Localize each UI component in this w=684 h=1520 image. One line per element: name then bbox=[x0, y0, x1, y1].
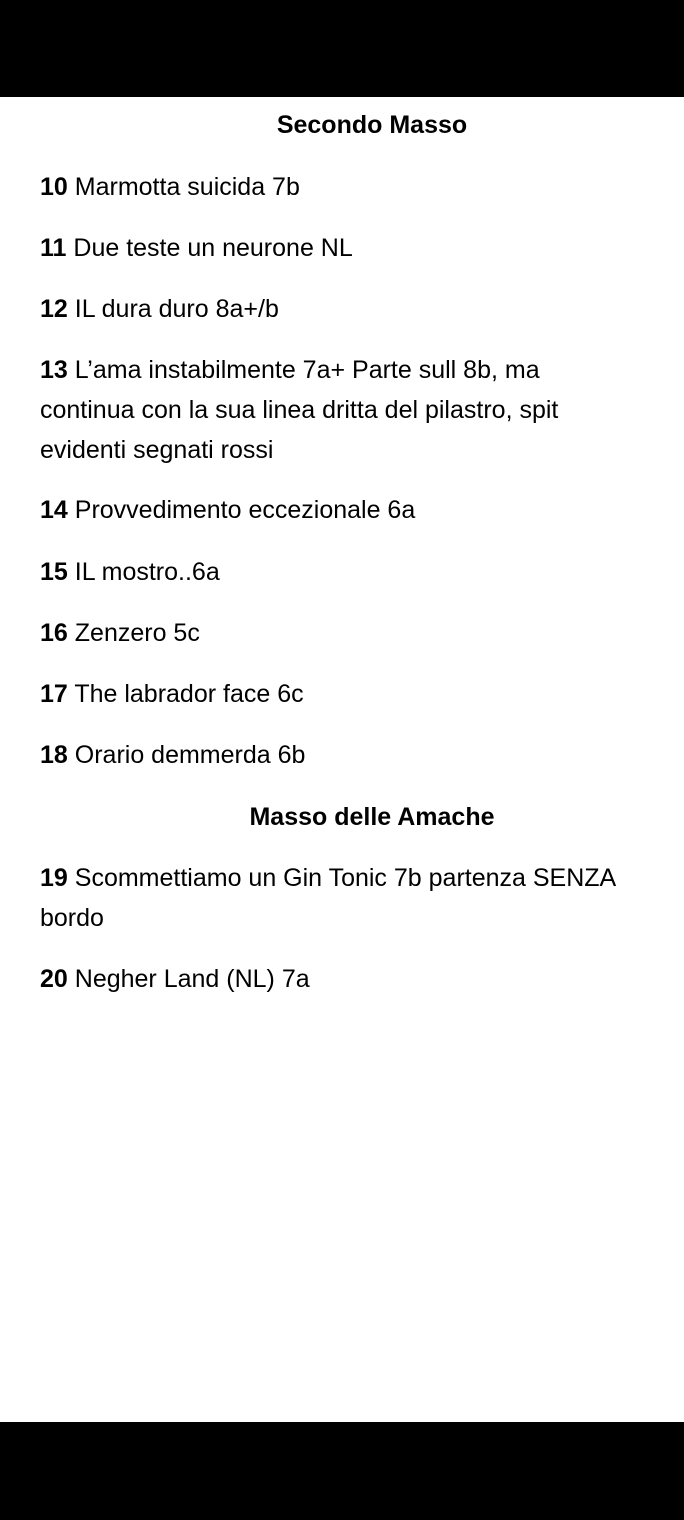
route-entry-13 bbox=[40, 350, 640, 470]
route-number: 13 bbox=[40, 356, 68, 384]
route-text: Marmotta suicida 7b bbox=[74, 173, 300, 201]
top-black-bar bbox=[0, 0, 684, 97]
route-text: Scommettiamo un Gin Tonic 7b partenza SENZA bordo bbox=[40, 864, 615, 932]
section-heading-masso-delle-amache: Masso delle Amache bbox=[249, 803, 495, 831]
route-entry-14 bbox=[40, 490, 640, 530]
route-number: 20 bbox=[40, 965, 68, 993]
route-number: 10 bbox=[40, 173, 68, 201]
route-text: IL dura duro 8a+/b bbox=[74, 295, 279, 323]
route-text: Provvedimento eccezionale 6a bbox=[74, 496, 416, 524]
route-text: Negher Land (NL) 7a bbox=[74, 965, 310, 993]
route-number: 14 bbox=[40, 496, 68, 524]
section-heading-secondo-masso: Secondo Masso bbox=[276, 111, 468, 139]
route-text: The labrador face 6c bbox=[74, 680, 304, 708]
route-text: Zenzero 5c bbox=[74, 619, 200, 647]
route-number: 18 bbox=[40, 741, 68, 769]
bottom-black-bar bbox=[0, 1422, 684, 1520]
route-number: 17 bbox=[40, 680, 68, 708]
route-entry-10 bbox=[40, 167, 640, 207]
route-entry-15 bbox=[40, 552, 640, 592]
route-entry-16 bbox=[40, 613, 640, 653]
route-number: 15 bbox=[40, 558, 68, 586]
route-entry-17 bbox=[40, 674, 640, 714]
route-entry-19 bbox=[40, 858, 640, 938]
route-text: L’ama instabilmente 7a+ Parte sull 8b, ma continua con la sua linea dritta del pilastro, spit evidenti segnati rossi bbox=[40, 356, 559, 464]
route-number: 16 bbox=[40, 619, 68, 647]
document-page bbox=[0, 97, 684, 1422]
route-entry-20 bbox=[40, 959, 640, 999]
route-text: Due teste un neurone NL bbox=[73, 234, 353, 262]
route-entry-18 bbox=[40, 735, 640, 775]
route-number: 19 bbox=[40, 864, 68, 892]
route-number: 12 bbox=[40, 295, 68, 323]
route-entry-12 bbox=[40, 289, 640, 329]
route-text: IL mostro..6a bbox=[74, 558, 220, 586]
route-text: Orario demmerda 6b bbox=[74, 741, 306, 769]
route-number: 11 bbox=[40, 234, 67, 262]
route-entry-11 bbox=[40, 228, 640, 268]
